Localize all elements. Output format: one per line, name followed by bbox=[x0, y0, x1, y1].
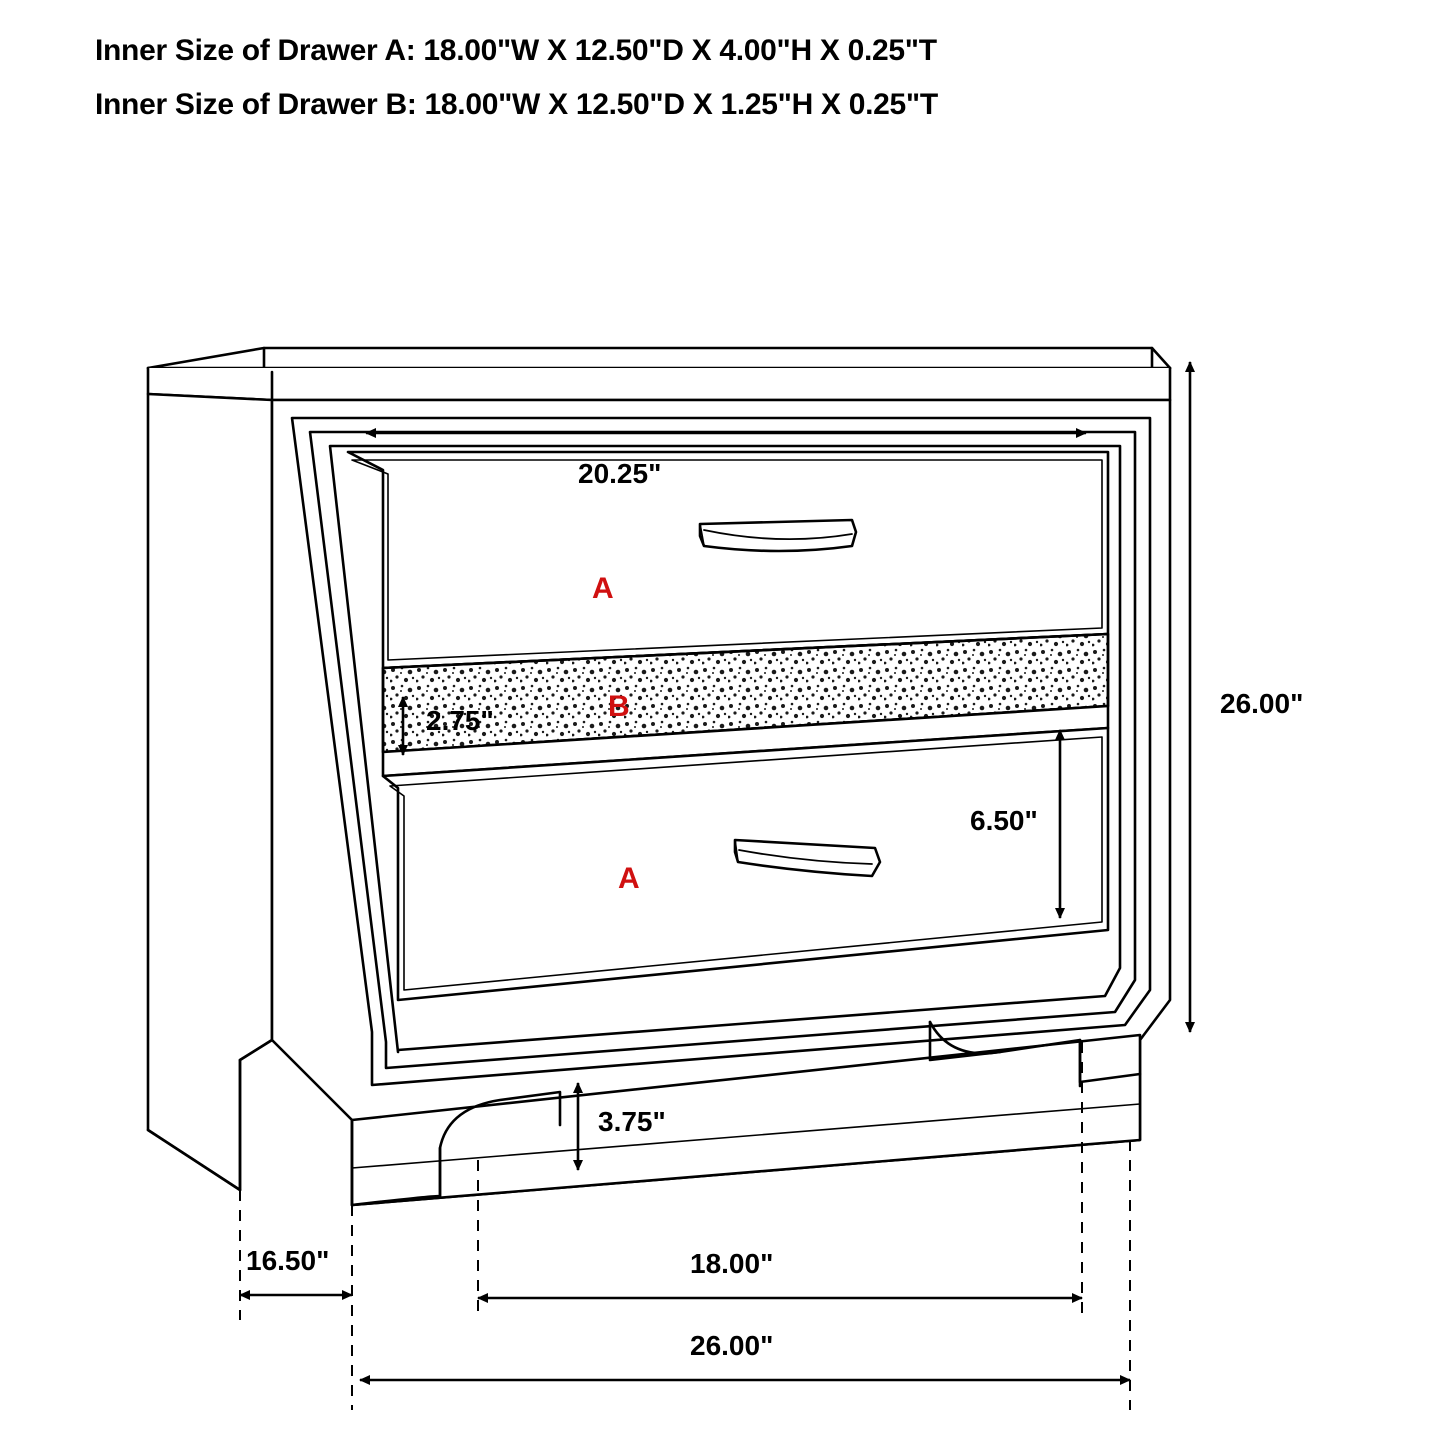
dim-lower-drawer-height: 6.50" bbox=[970, 805, 1038, 836]
label-drawer-a-top: A bbox=[592, 572, 614, 605]
label-drawer-a-bottom: A bbox=[618, 862, 640, 895]
dim-right-height: 26.00" bbox=[1220, 688, 1304, 719]
dim-top-width: 20.25" bbox=[578, 458, 662, 489]
dim-side-depth: 16.50" bbox=[246, 1245, 330, 1276]
header-line-1: Inner Size of Drawer A: 18.00"W X 12.50"D X 4.00"H X 0.25"T bbox=[95, 34, 937, 67]
header-line-2: Inner Size of Drawer B: 18.00"W X 12.50"D X 1.25"H X 0.25"T bbox=[95, 88, 938, 121]
dim-total-width: 26.00" bbox=[690, 1330, 774, 1361]
label-drawer-b: B bbox=[608, 690, 630, 723]
dim-leg-height: 3.75" bbox=[598, 1106, 666, 1137]
dim-b-height: 2.75" bbox=[426, 705, 494, 736]
dim-inner-width: 18.00" bbox=[690, 1248, 774, 1279]
